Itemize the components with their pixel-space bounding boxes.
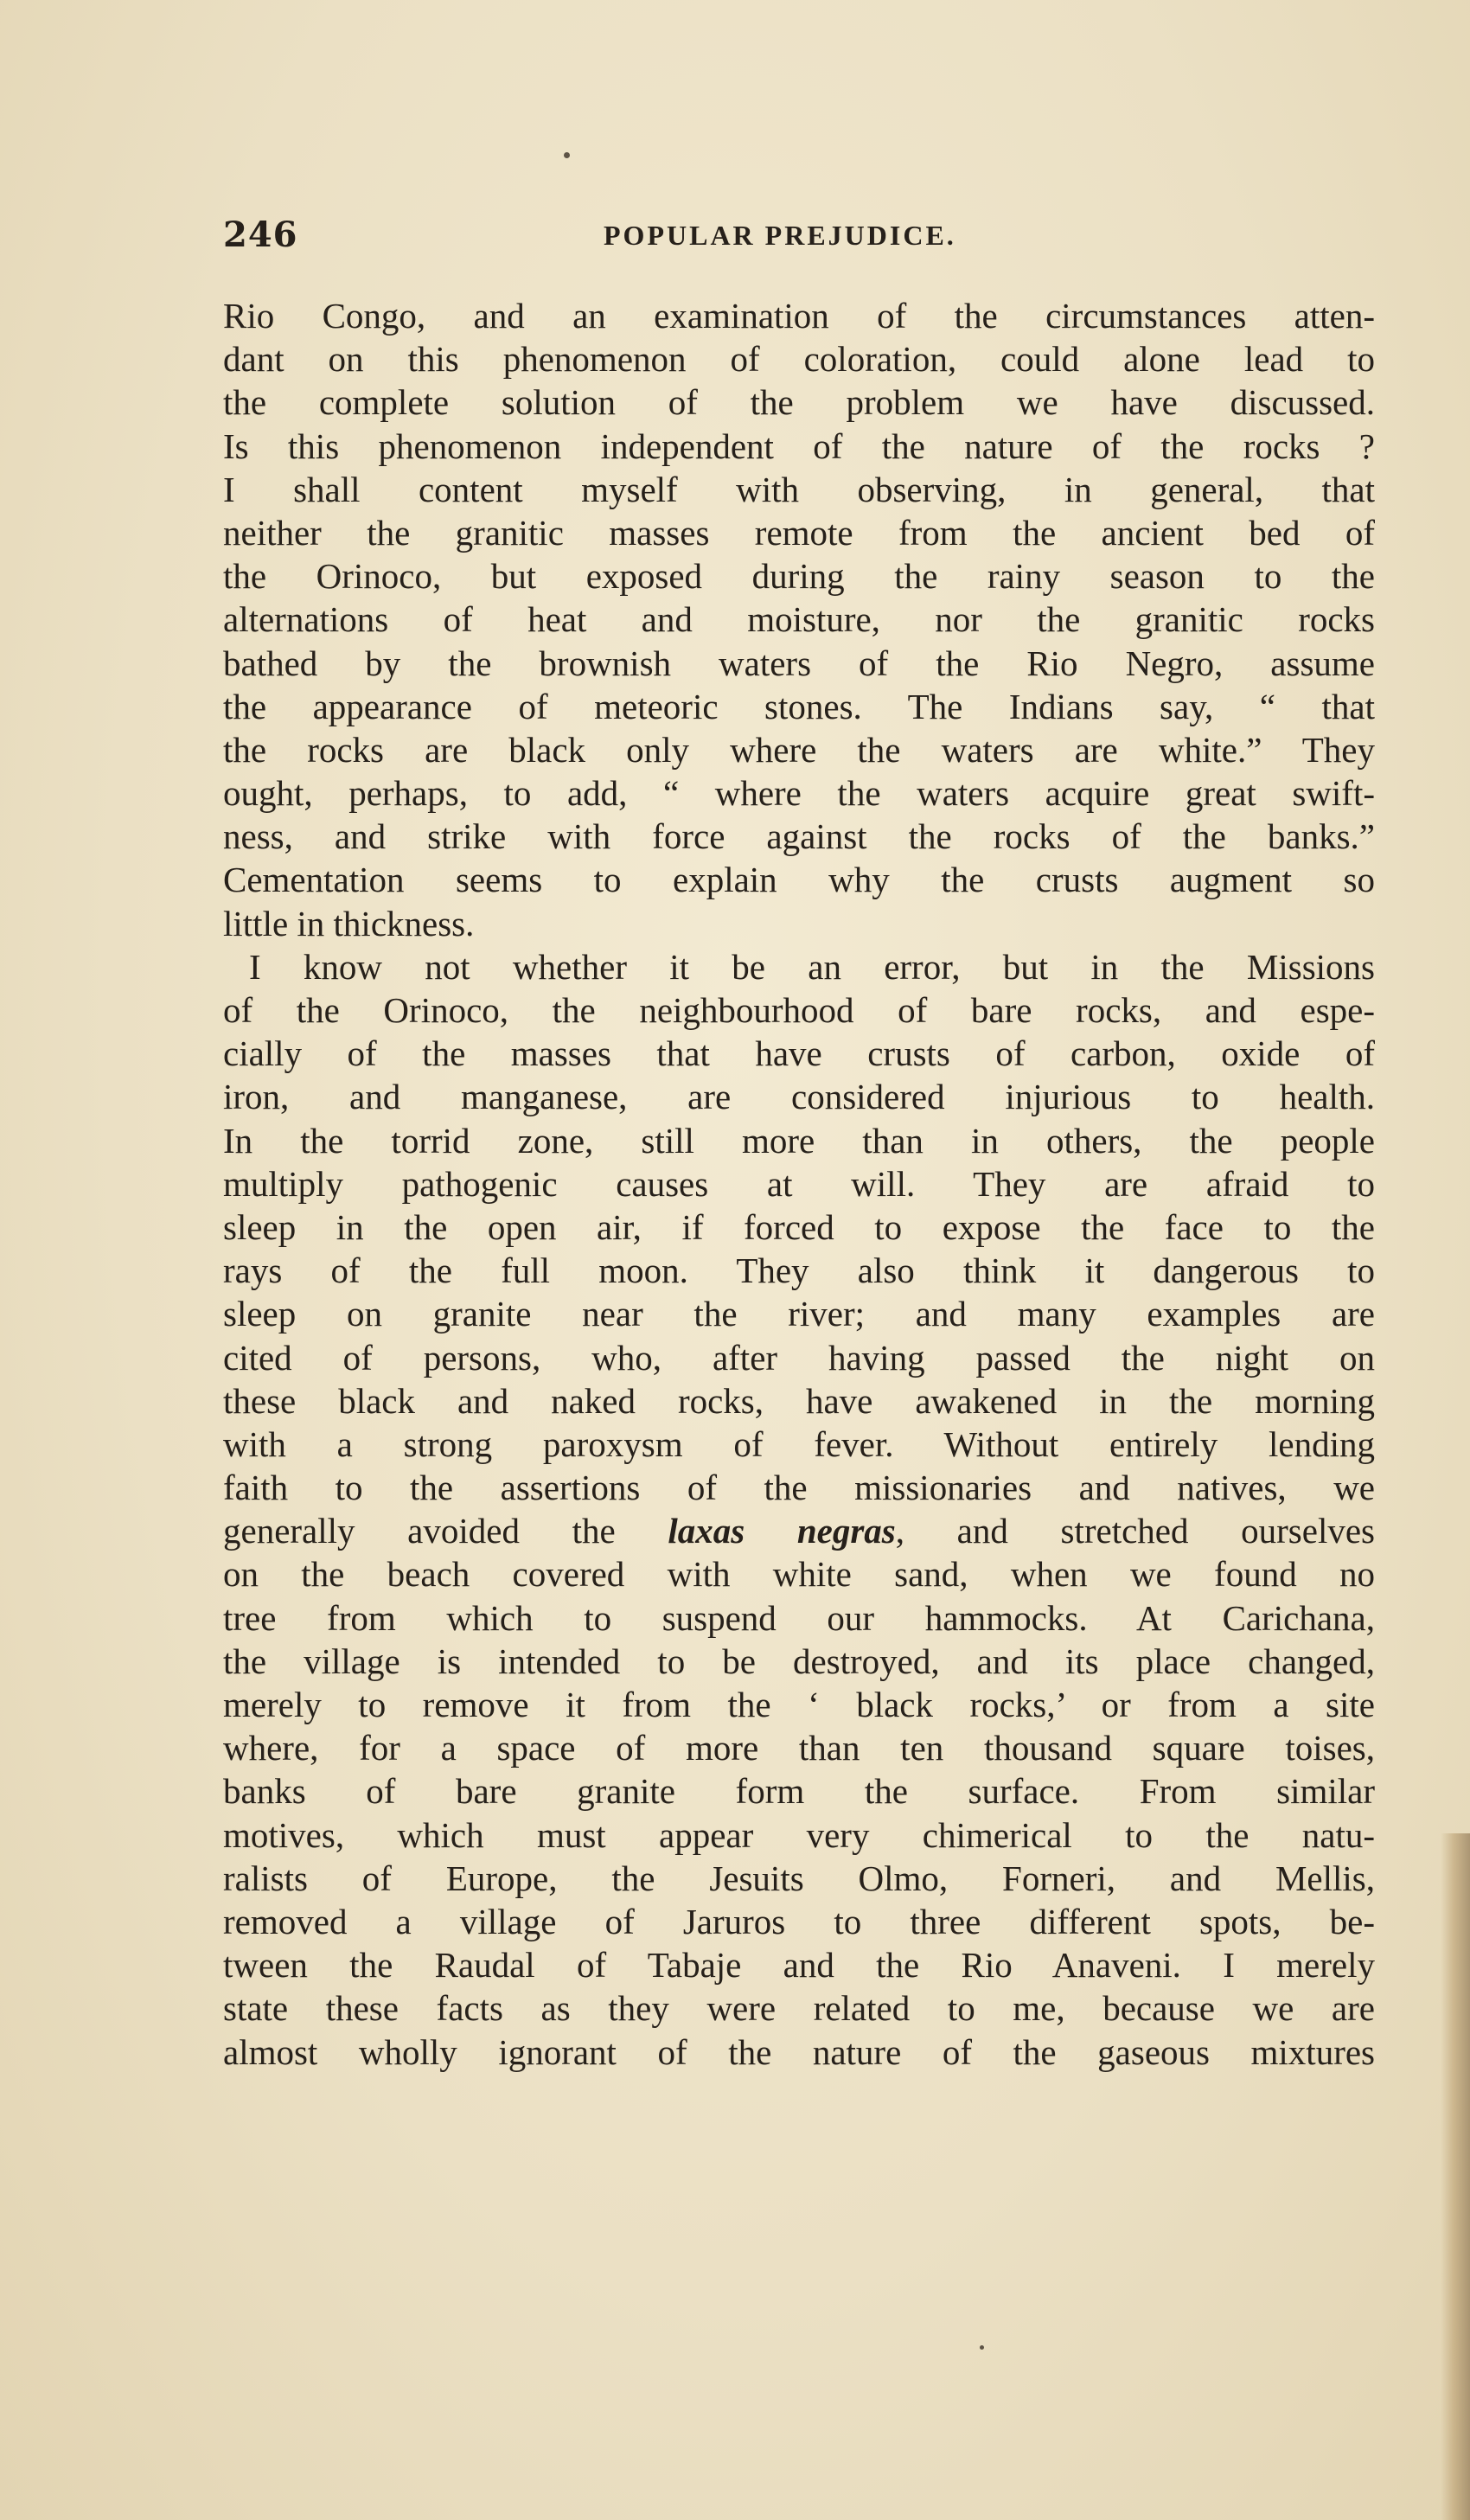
text-line: Is this phenomenon independent of the nature of the rocks ? [223, 425, 1375, 466]
text-line: rays of the full moon. They also think it dangerous to [223, 1250, 1375, 1291]
text-line: Rio Congo, and an examination of the circumstances atten- [223, 296, 1375, 336]
ink-speck [564, 152, 570, 158]
page-number: 246 [223, 214, 298, 255]
text-line: alternations of heat and moisture, nor the granitic rocks [223, 599, 1375, 640]
text-line: cited of persons, who, after having passed the night on [223, 1337, 1375, 1378]
text-line: ralists of Europe, the Jesuits Olmo, Forneri, and Mellis, [223, 1858, 1375, 1898]
text-line: Cementation seems to explain why the crusts augment so [223, 860, 1375, 900]
text-line: cially of the masses that have crusts of carbon, oxide of [223, 1033, 1375, 1074]
text-line: removed a village of Jaruros to three different spots, be- [223, 1901, 1375, 1941]
running-head: POPULAR PREJUDICE. [604, 220, 956, 251]
text-line: banks of bare granite form the surface. From similar [223, 1771, 1375, 1812]
text-fragment: , and stretched ourselves [895, 1511, 1375, 1551]
text-line: In the torrid zone, still more than in others, the people [223, 1120, 1375, 1161]
text-line: with a strong paroxysm of fever. Without entirely lending [223, 1423, 1375, 1464]
text-line: sleep on granite near the river; and many examples are [223, 1294, 1375, 1334]
page-edge-shadow [1441, 1833, 1470, 2520]
text-line: almost wholly ignorant of the nature of the gaseous mixtures [223, 2031, 1375, 2072]
text-line: tree from which to suspend our hammocks. At Carichana, [223, 1597, 1375, 1638]
text-line: I know not whether it be an error, but in the Missions [249, 946, 1375, 987]
text-line: the appearance of meteoric stones. The Indians say, “ that [223, 686, 1375, 726]
text-line: of the Orinoco, the neighbourhood of bare rocks, and espe- [223, 990, 1375, 1030]
text-line: faith to the assertions of the missionaries and natives, we [223, 1468, 1375, 1508]
text-line: ought, perhaps, to add, “ where the waters acquire great swift- [223, 773, 1375, 814]
text-line: state these facts as they were related to me, because we are [223, 1988, 1375, 2029]
italic-term: laxas negras [668, 1511, 896, 1551]
text-line: on the beach covered with white sand, when we found no [223, 1554, 1375, 1595]
text-line: sleep in the open air, if forced to expose the face to the [223, 1206, 1375, 1247]
text-fragment: generally avoided the [223, 1511, 668, 1551]
text-line [223, 1509, 1375, 1552]
text-line: the rocks are black only where the waters are white.” They [223, 729, 1375, 770]
body-text [223, 294, 1375, 2074]
text-line: iron, and manganese, are considered injurious to health. [223, 1077, 1375, 1117]
text-line: the complete solution of the problem we have discussed. [223, 382, 1375, 423]
text-line: bathed by the brownish waters of the Rio Negro, assume [223, 643, 1375, 683]
text-line: these black and naked rocks, have awakened in the morning [223, 1380, 1375, 1421]
text-line: neither the granitic masses remote from the ancient bed of [223, 512, 1375, 553]
text-line: tween the Raudal of Tabaje and the Rio Anaveni. I merely [223, 1945, 1375, 1986]
text-line: the village is intended to be destroyed, and its place changed, [223, 1641, 1375, 1681]
text-line: dant on this phenomenon of coloration, could alone lead to [223, 339, 1375, 380]
text-line: little in thickness. [223, 903, 475, 943]
text-line: merely to remove it from the ‘ black rocks,’ or from a site [223, 1685, 1375, 1724]
text-line: motives, which must appear very chimerical to the natu- [223, 1814, 1375, 1855]
text-line: where, for a space of more than ten thousand square toises, [223, 1728, 1375, 1768]
text-line: multiply pathogenic causes at will. They are afraid to [223, 1163, 1375, 1204]
text-line: ness, and strike with force against the rocks of the banks.” [223, 816, 1375, 857]
ink-speck [980, 2345, 984, 2350]
text-line: I shall content myself with observing, in general, that [223, 469, 1375, 509]
page-header [223, 214, 1375, 266]
text-line: the Orinoco, but exposed during the rainy season to the [223, 556, 1375, 597]
